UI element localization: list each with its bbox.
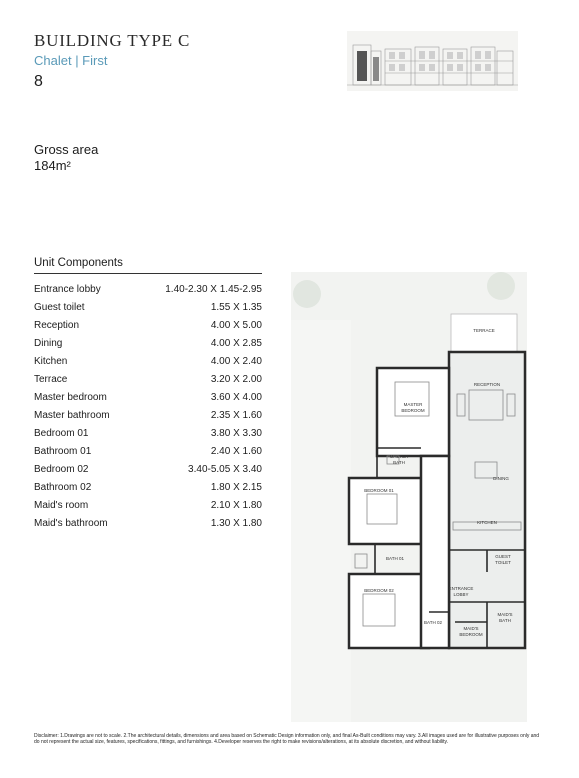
component-row xyxy=(34,389,262,407)
label-terrace: TERRACE xyxy=(473,328,495,333)
label-master-bedroom-2: BEDROOM xyxy=(401,408,425,413)
label-entrance-1: ENTRANCE xyxy=(448,586,474,591)
component-dimensions: 1.80 X 2.15 xyxy=(210,482,262,493)
component-row xyxy=(34,299,262,317)
component-dimensions: 3.80 X 3.30 xyxy=(210,428,262,439)
gross-area-label: Gross area xyxy=(34,142,99,157)
component-name: Master bathroom xyxy=(34,410,110,421)
label-bath-02: BATH 02 xyxy=(424,620,442,625)
unit-components-title: Unit Components xyxy=(34,257,123,269)
floor-plan xyxy=(291,272,527,722)
component-row xyxy=(34,317,262,335)
unit-number: 8 xyxy=(34,73,43,90)
label-entrance-2: LOBBY xyxy=(453,592,469,597)
terrace xyxy=(451,314,517,352)
component-dimensions: 1.55 X 1.35 xyxy=(210,302,262,313)
unit-components-list xyxy=(34,281,262,533)
component-row xyxy=(34,353,262,371)
component-dimensions: 3.20 X 2.00 xyxy=(210,374,262,385)
component-row xyxy=(34,515,262,533)
label-master-bedroom-1: MASTER xyxy=(403,402,423,407)
component-dimensions: 3.60 X 4.00 xyxy=(210,392,262,403)
component-dimensions: 4.00 X 5.00 xyxy=(210,320,262,331)
component-row xyxy=(34,281,262,299)
building-elevation-thumbnail xyxy=(347,31,518,91)
component-row xyxy=(34,407,262,425)
component-name: Master bedroom xyxy=(34,392,107,403)
building-title: BUILDING TYPE C xyxy=(34,31,191,50)
label-master-bath-1: MASTER xyxy=(389,454,409,459)
label-bedroom-01: BEDROOM 01 xyxy=(364,488,394,493)
label-reception: RECEPTION xyxy=(473,382,501,387)
component-name: Reception xyxy=(34,320,80,331)
component-name: Bathroom 02 xyxy=(34,482,92,493)
label-kitchen: KITCHEN xyxy=(477,520,497,525)
disclaimer-text: Disclaimer: 1.Drawings are not to scale. 2.The architectural details, dimensions and area based on Schematic Design information only, and final As-Built conditions may vary. 3.All images used are for illustrative purposes only and do not represent the actual size, features, specifications, fittings, and furnishings. 4.Developer reserves the right to make revisions/alterations, at its absolute discretion, and without liability. xyxy=(34,733,540,746)
component-name: Maid's bathroom xyxy=(34,518,108,529)
label-guest-toilet-2: TOILET xyxy=(495,560,511,565)
gross-area-number: 184 xyxy=(34,158,56,173)
component-row xyxy=(34,461,262,479)
component-name: Maid's room xyxy=(34,500,89,511)
component-row xyxy=(34,335,262,353)
component-name: Bedroom 01 xyxy=(34,428,89,439)
elevation-drawing xyxy=(347,31,518,91)
component-dimensions: 1.40-2.30 X 1.45-2.95 xyxy=(165,284,262,295)
component-name: Dining xyxy=(34,338,63,349)
component-name: Bedroom 02 xyxy=(34,464,89,475)
label-maids-bedroom-1: MAID'S xyxy=(463,626,479,631)
component-row xyxy=(34,479,262,497)
component-name: Entrance lobby xyxy=(34,284,101,295)
component-dimensions: 2.35 X 1.60 xyxy=(210,410,262,421)
label-dining: DINING xyxy=(493,476,509,481)
component-name: Guest toilet xyxy=(34,302,85,313)
unit-subtitle: Chalet | First xyxy=(34,53,108,68)
component-name: Bathroom 01 xyxy=(34,446,92,457)
label-master-bath-2: BATH xyxy=(393,460,405,465)
component-row xyxy=(34,443,262,461)
component-name: Kitchen xyxy=(34,356,68,367)
component-dimensions: 2.40 X 1.60 xyxy=(210,446,262,457)
component-dimensions: 3.40-5.05 X 3.40 xyxy=(188,464,262,475)
label-maids-bath-1: MAID'S xyxy=(497,612,513,617)
floor-plan-drawing xyxy=(291,272,527,722)
component-dimensions: 1.30 X 1.80 xyxy=(210,518,262,529)
component-row xyxy=(34,497,262,515)
label-guest-toilet-1: GUEST xyxy=(495,554,511,559)
component-row xyxy=(34,371,262,389)
gross-area-value xyxy=(34,158,71,173)
component-dimensions: 4.00 X 2.85 xyxy=(210,338,262,349)
component-row xyxy=(34,425,262,443)
label-maids-bath-2: BATH xyxy=(499,618,511,623)
gross-area-unit: m² xyxy=(55,158,71,173)
components-divider xyxy=(34,273,262,274)
label-maids-bedroom-2: BEDROOM xyxy=(459,632,483,637)
label-bath-01: BATH 01 xyxy=(386,556,404,561)
component-dimensions: 2.10 X 1.80 xyxy=(210,500,262,511)
component-name: Terrace xyxy=(34,374,68,385)
label-bedroom-02: BEDROOM 02 xyxy=(364,588,394,593)
component-dimensions: 4.00 X 2.40 xyxy=(210,356,262,367)
